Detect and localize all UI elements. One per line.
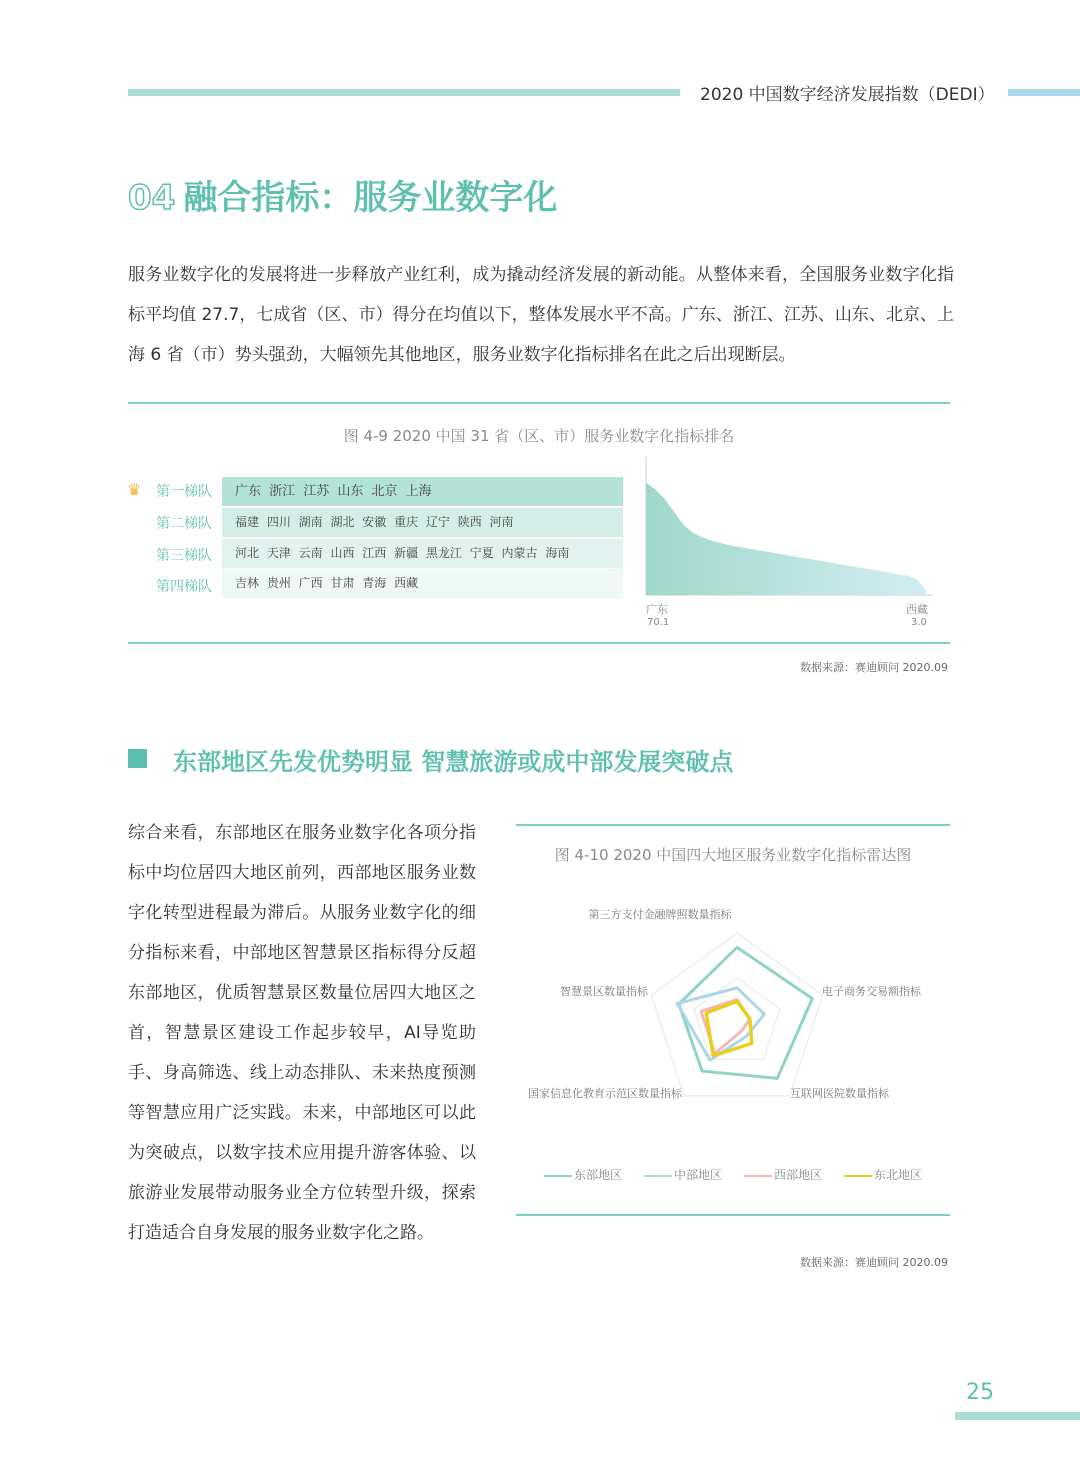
header-title: 2020 中国数字经济发展指数（DEDI） xyxy=(700,85,995,105)
radar-legend xyxy=(516,1166,950,1183)
x-start-label: 广东 xyxy=(646,603,668,616)
x-end-value: 3.0 xyxy=(911,617,927,628)
radar-chart xyxy=(510,900,950,1120)
data-source: 数据来源：赛迪顾问 2020.09 xyxy=(800,661,948,674)
legend-swatch xyxy=(544,1175,572,1177)
radar-grid xyxy=(651,933,822,1096)
legend-swatch xyxy=(844,1175,872,1177)
tier-label: 第四梯队 xyxy=(156,579,212,595)
radar-axis-label: 互联网医院数量指标 xyxy=(790,1087,889,1100)
legend-item xyxy=(844,1166,922,1183)
legend-item xyxy=(644,1166,722,1183)
header-bar-left xyxy=(128,89,680,96)
body-paragraph: 综合来看，东部地区在服务业数字化各项分指标中均位居四大地区前列，西部地区服务业数字化转型进程最为滞后。从服务业数字化的细分指标来看，中部地区智慧景区指标得分反超东部地区，优质智慧景区数量位居四大地区之首，智慧景区建设工作起步较早，AI导览助手、身高筛选、线上动态排队、未来热度预测等智慧应用广泛实践。未来，中部地区可以此为突破点，以数字技术应用提升游客体验、以旅游业发展带动服务业全方位转型升级，探索打造适合自身发展的服务业数字化之路。 xyxy=(128,823,476,1243)
radar-axis-label: 第三方支付金融牌照数量指标 xyxy=(588,908,732,921)
tier-label: 第三梯队 xyxy=(156,548,212,564)
page-title xyxy=(128,170,557,219)
legend-item xyxy=(544,1166,622,1183)
tier-row: 河北 天津 云南 山西 江西 新疆 黑龙江 宁夏 内蒙古 海南 xyxy=(222,539,623,568)
divider xyxy=(516,1214,950,1216)
page-number: 25 xyxy=(966,1380,994,1405)
chapter-number: 04 xyxy=(128,178,176,218)
x-start-value: 70.1 xyxy=(647,617,670,628)
tier-row: 广东 浙江 江苏 山东 北京 上海 xyxy=(222,477,623,506)
legend-label: 西部地区 xyxy=(774,1168,823,1182)
tier-label: 第二梯队 xyxy=(156,516,212,532)
ranking-area-chart xyxy=(640,455,940,605)
ranking-area xyxy=(646,483,926,595)
legend-swatch xyxy=(744,1175,772,1177)
intro-paragraph: 服务业数字化的发展将进一步释放产业红利，成为撬动经济发展的新动能。从整体来看，全国服务业数字化指标平均值 27.7，七成省（区、市）得分在均值以下，整体发展水平不高。广东、浙江、江苏、山东、北京、上海 6 省（市）势头强劲，大幅领先其他地区，服务业数字化指标排名在此之后出现断层。 xyxy=(128,265,954,365)
tier-row: 福建 四川 湖南 湖北 安徽 重庆 辽宁 陕西 河南 xyxy=(222,508,623,537)
header-bar-right xyxy=(1008,89,1080,96)
section-heading: 东部地区先发优势明显 智慧旅游或成中部发展突破点 xyxy=(173,748,734,776)
figure-caption: 图 4-10 2020 中国四大地区服务业数字化指标雷达图 xyxy=(554,846,912,864)
tier-label: 第一梯队 xyxy=(156,484,212,500)
crown-icon: ♛ xyxy=(127,480,142,499)
radar-axis-label: 智慧景区数量指标 xyxy=(560,985,648,998)
legend-label: 东部地区 xyxy=(573,1168,622,1182)
radar-axis-label: 国家信息化教育示范区数量指标 xyxy=(528,1087,682,1100)
legend-label: 东北地区 xyxy=(874,1168,923,1182)
legend-swatch xyxy=(644,1175,672,1177)
divider xyxy=(128,642,950,644)
x-end-label: 西藏 xyxy=(906,603,928,616)
divider xyxy=(516,824,950,826)
page-title-text: 融合指标：服务业数字化 xyxy=(183,178,558,218)
radar-axis-label: 电子商务交易额指标 xyxy=(822,985,921,998)
tier-row: 吉林 贵州 广西 甘肃 青海 西藏 xyxy=(222,569,623,598)
legend-item xyxy=(744,1166,822,1183)
legend-label: 中部地区 xyxy=(673,1168,722,1182)
footer-bar xyxy=(955,1412,1080,1420)
section-marker xyxy=(128,749,147,768)
figure-caption: 图 4-9 2020 中国 31 省（区、市）服务业数字化指标排名 xyxy=(343,427,735,445)
data-source: 数据来源：赛迪顾问 2020.09 xyxy=(800,1256,948,1269)
divider xyxy=(128,402,950,404)
